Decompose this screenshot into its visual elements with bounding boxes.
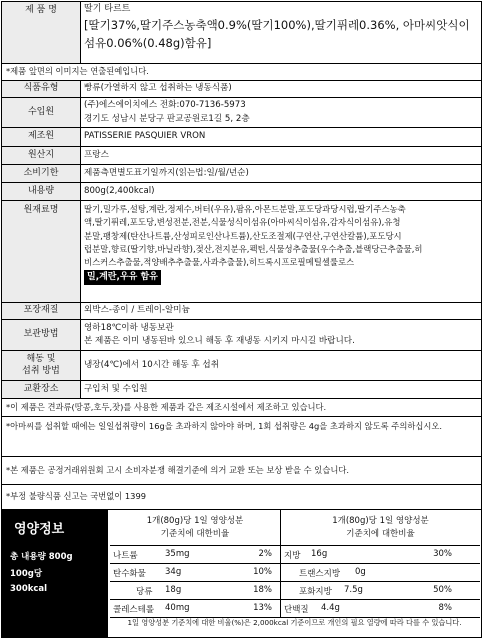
product-name-label: 제 품 명 bbox=[2, 2, 81, 63]
nutrient-row: 나트륨 35mg 2% bbox=[110, 546, 280, 564]
expiry-value: 제품측면별도표기일까지(읽는법:일/월/년순) bbox=[84, 167, 249, 178]
nutrition-per: 100g당 bbox=[10, 569, 43, 579]
storage-note: 본 제품은 이미 냉동된바 있으니 해동 후 재냉동 시키지 마시길 바랍니다. bbox=[84, 336, 355, 346]
note-report: *부정 불량식품 신고는 국번없이 1399 bbox=[2, 485, 481, 510]
nutrient-row: 콜레스테롤 40mg 13% bbox=[110, 600, 280, 618]
raw-line: 럽분말,향료(딸기향,바닐라향),젖산,전지분유,펙틴,식물성추출물(우수추출,블랙당근추출물,히 bbox=[84, 243, 423, 254]
raw-line: 비스커스추출물,적양배추추출물,사과추출물),히드록시프로필메틸셀룰로스 bbox=[84, 257, 355, 268]
row-exchange bbox=[2, 381, 481, 399]
storage-label: 보관방법 bbox=[2, 320, 81, 350]
nutrition-header-right: 1개(80g)당 1일 영양성분 기준치에 대한비율 bbox=[281, 510, 480, 546]
manufacturer-label: 제조원 bbox=[2, 128, 81, 146]
nutrition-kcal: 300kcal bbox=[10, 584, 48, 594]
content-value: 800g(2,400kcal) bbox=[84, 185, 155, 196]
nutrient-row: 지방 16g 30% bbox=[281, 546, 480, 564]
manufacturer-value: PATISSERIE PASQUIER VRON bbox=[84, 131, 206, 142]
expiry-label: 소비기한 bbox=[2, 165, 81, 182]
thawing-label-2: 섭취 방법 bbox=[22, 365, 60, 376]
row-thawing bbox=[2, 351, 481, 381]
nutrition-total: 총 내용량 800g bbox=[10, 552, 73, 562]
nutrient-row: 포화지방 7.5g 50% bbox=[281, 582, 480, 600]
nutrient-row: 당류 18g 18% bbox=[110, 582, 280, 600]
importer-label: 수입원 bbox=[2, 98, 81, 127]
row-food-type bbox=[2, 81, 481, 98]
raw-line: 액,딸기퓌레,포도당,변성전분,전분,식물성식이섬유(아마씨식이섬유,감자식이섬유),유청 bbox=[84, 217, 401, 228]
exchange-label: 교환장소 bbox=[2, 381, 81, 398]
row-manufacturer bbox=[2, 128, 481, 147]
row-raw-materials bbox=[2, 201, 481, 303]
thawing-value: 냉장(4℃)에서 10시간 해동 후 섭취 bbox=[84, 359, 220, 370]
raw-materials-label: 원재료명 bbox=[2, 201, 81, 302]
nutrition-divider bbox=[280, 510, 281, 618]
row-origin bbox=[2, 147, 481, 165]
origin-label: 원산지 bbox=[2, 147, 81, 164]
nutrition-footnote: 1일 영양성분 기준치에 대한 비율(%)은 2,000kcal 기준이므로 개인의 필요 열량에 따라 다를 수 있습니다. bbox=[127, 618, 462, 627]
product-detail: [딸기37%,딸기주스농축액0.9%(딸기100%),딸기퓌레0.36%, 아마씨앗식이섬유0.06%(0.48g)함유] bbox=[84, 17, 470, 50]
nutrient-row: 탄수화물 34g 10% bbox=[110, 564, 280, 582]
nutrition-summary bbox=[2, 510, 108, 637]
packaging-label: 포장재질 bbox=[2, 303, 81, 319]
row-packaging bbox=[2, 303, 481, 320]
raw-line: 딸기,밀가루,설탕,계란,정제수,버터(우유),팜유,아몬드분말,포도당과당시럽,딸기주스농축 bbox=[84, 204, 406, 214]
content-label: 내용량 bbox=[2, 183, 81, 200]
note-compensation: *본 제품은 공정거래위원회 고시 소비자분쟁 해결기준에 의거 교환 또는 보상 받을 수 있습니다. bbox=[2, 457, 481, 485]
exchange-value: 구입처 및 수입원 bbox=[84, 383, 148, 394]
thawing-label: 해동 및 bbox=[26, 354, 56, 365]
food-type-label: 식품유형 bbox=[2, 81, 81, 97]
nutrition-title: 영양정보 bbox=[14, 522, 65, 537]
product-name: 딸기 타르트 bbox=[84, 4, 131, 14]
importer-value: (주)에스에이치에스 전화:070-7136-5973 bbox=[84, 100, 246, 111]
allergen-badge: 밀,계란,우유 함유 bbox=[84, 270, 161, 284]
product-name-row bbox=[2, 2, 481, 64]
storage-value: 영하18℃이하 냉동보관 bbox=[84, 322, 174, 333]
row-storage bbox=[2, 320, 481, 351]
food-label-sheet bbox=[1, 1, 482, 638]
raw-line: 분말,팽창제(탄산나트륨,산성피로인산나트륨),산도조절제(구연산,구연산칼륨),포도당시 bbox=[84, 230, 402, 241]
note-flaxseed: *아마씨를 섭취할 때에는 일일섭취량이 16g을 초과하지 않아야 하며, 1회 섭취량은 4g을 초과하지 않도록 주의하십시오. bbox=[2, 417, 481, 457]
importer-address: 경기도 성남시 분당구 판교공원로1길 5, 2층 bbox=[84, 113, 250, 124]
row-expiry bbox=[2, 165, 481, 183]
note-nuts: *이 제품은 견과류(땅콩,호두,잣)를 사용한 제품과 같은 제조시설에서 제조하고 있습니다. bbox=[2, 399, 481, 417]
nutrition-header-left: 1개(80g)당 1일 영양성분 기준치에 대한비율 bbox=[110, 510, 280, 546]
image-note: *제품 앞면의 이미지는 연출된예입니다. bbox=[2, 64, 481, 81]
row-importer bbox=[2, 98, 481, 128]
nutrition-panel bbox=[2, 510, 481, 637]
packaging-value: 외박스-종이 / 트레이-알미늄 bbox=[84, 305, 190, 316]
row-content bbox=[2, 183, 481, 201]
food-type-value: 빵류(가열하지 않고 섭취하는 냉동식품) bbox=[84, 83, 232, 94]
nutrient-row: 트랜스지방 0g bbox=[281, 564, 480, 582]
origin-value: 프랑스 bbox=[84, 149, 109, 160]
nutrient-row: 단백질 4.4g 8% bbox=[281, 600, 480, 618]
